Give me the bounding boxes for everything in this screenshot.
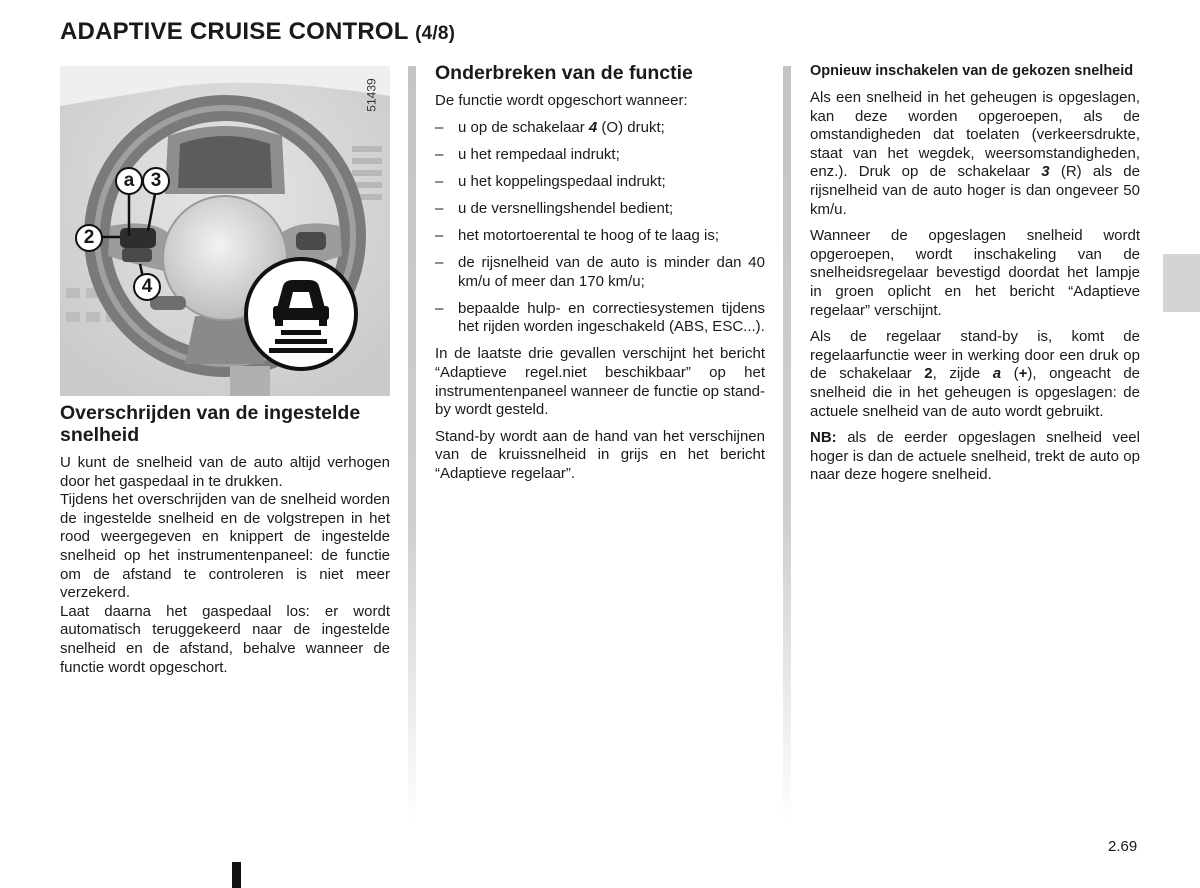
column-divider — [408, 66, 416, 826]
column-divider — [783, 66, 791, 826]
title-part: (4/8) — [415, 23, 456, 44]
condition-list — [435, 119, 765, 337]
switch-sign: + — [1018, 365, 1028, 383]
paragraph: Laat daarna het gaspedaal los: er wordt automatisch teruggekeerd naar de ingestelde snelheid en de afstand, behalve wanneer de functie wordt opgeschort. — [60, 602, 390, 676]
callout-a — [115, 167, 143, 195]
paragraph: U kunt de snelheid van de auto altijd verhogen door het gaspedaal in te drukken. — [60, 454, 390, 490]
paragraph-text: (R) als de rijsnelheid van de auto hoger is dan ongeveer 50 km/u. — [810, 163, 1140, 218]
paragraph-text: , zijde — [932, 365, 993, 383]
steering-wheel-figure — [60, 66, 390, 396]
print-mark — [232, 862, 241, 888]
callout-4 — [133, 273, 161, 301]
switch-number: 2 — [924, 365, 933, 383]
paragraph: De functie wordt opgeschort wanneer: — [435, 92, 688, 109]
chapter-tab — [1163, 254, 1200, 312]
callout-3-label: 3 — [150, 170, 162, 191]
paragraph-text: ( — [1001, 365, 1019, 383]
callout-4-label: 4 — [141, 276, 153, 297]
callout-2 — [75, 224, 103, 252]
section-heading-reactivate-speed: Opnieuw inschakelen van de gekozen snelheid — [810, 63, 1134, 79]
paragraph: Tijdens het overschrijden van de snelheid worden de ingestelde snelheid en de volgstrepen in het rood weergegeven en knippert de ingestelde snelheid op het instrumentenpaneel: de functie om de afstand te controleren is niet meer verzekerd. — [60, 491, 390, 602]
figure-code: 51439 — [364, 78, 379, 112]
section-heading-interrupting-function: Onderbreken van de functie — [435, 62, 693, 84]
list-item: – de rijsnelheid van de auto is minder dan 40 km/u of meer dan 170 km/u; — [435, 254, 765, 291]
adaptive-cruise-distance-icon — [243, 256, 359, 372]
paragraph: In de laatste drie gevallen verschijnt het bericht “Adaptieve regel.niet beschikbaar” op het instrumentenpaneel wanneer de functie op stand-by wordt gesteld. — [435, 345, 765, 419]
switch-side: a — [992, 365, 1002, 383]
paragraph-text: ), ongeacht de snelheid die in het geheugen is opgeslagen: de actuele snelheid van de auto wordt gebruikt. — [810, 365, 1141, 420]
list-item-text: (O) drukt; — [597, 118, 665, 136]
switch-number: 3 — [1041, 163, 1050, 181]
list-item: – u de versnellingshendel bedient; — [435, 200, 765, 219]
paragraph-text: Als een snelheid in het geheugen is opgeslagen, kan deze worden opgeroepen, als de omstandigheden dat toelaten (verkeersdrukte, staat van het wegdek, weersomstandigheden, enz.). Druk op de schakelaar — [810, 89, 1140, 181]
callout-a-label: a — [123, 170, 135, 191]
list-item: – u het koppelingspedaal indrukt; — [435, 173, 765, 192]
list-item: – u het rempedaal indrukt; — [435, 146, 765, 165]
paragraph — [810, 328, 1140, 421]
note-label: NB: — [810, 429, 837, 447]
column-middle — [435, 62, 765, 492]
list-item — [435, 119, 765, 138]
list-item-text: u op de schakelaar — [458, 118, 589, 136]
column-left — [60, 402, 390, 677]
paragraph-text: Als de regelaar stand-by is, komt de regelaarfunctie weer in werking door een druk op de schakelaar — [810, 328, 1140, 383]
callout-2-label: 2 — [83, 227, 95, 248]
page-title — [60, 18, 455, 46]
note-paragraph — [810, 429, 1140, 485]
paragraph: Stand-by wordt aan de hand van het verschijnen van de kruissnelheid in grijs en het bericht “Adaptieve regelaar”. — [435, 427, 765, 482]
list-item: – het motortoerental te hoog of te laag is; — [435, 227, 765, 246]
paragraph — [810, 89, 1140, 219]
callout-3 — [142, 167, 170, 195]
column-right — [810, 62, 1140, 493]
switch-number: 4 — [588, 118, 598, 136]
title-text: ADAPTIVE CRUISE CONTROL — [60, 18, 409, 45]
note-text: als de eerder opgeslagen snelheid veel hoger is dan de actuele snelheid, trekt de auto op naar deze hogere snelheid. — [810, 429, 1140, 484]
list-item: – bepaalde hulp- en correctiesystemen tijdens het rijden worden ingeschakeld (ABS, ESC...). — [435, 300, 765, 337]
paragraph: Wanneer de opgeslagen snelheid wordt opgeroepen, wordt inschakeling van de snelheidsregelaar bevestigd doordat het lampje in groen oplicht en het bericht “Adaptieve regelaar” verschijnt. — [810, 227, 1140, 319]
page-number: 2.69 — [1108, 838, 1138, 855]
section-heading-exceeding-speed: Overschrijden van de ingestelde snelheid — [60, 402, 361, 446]
